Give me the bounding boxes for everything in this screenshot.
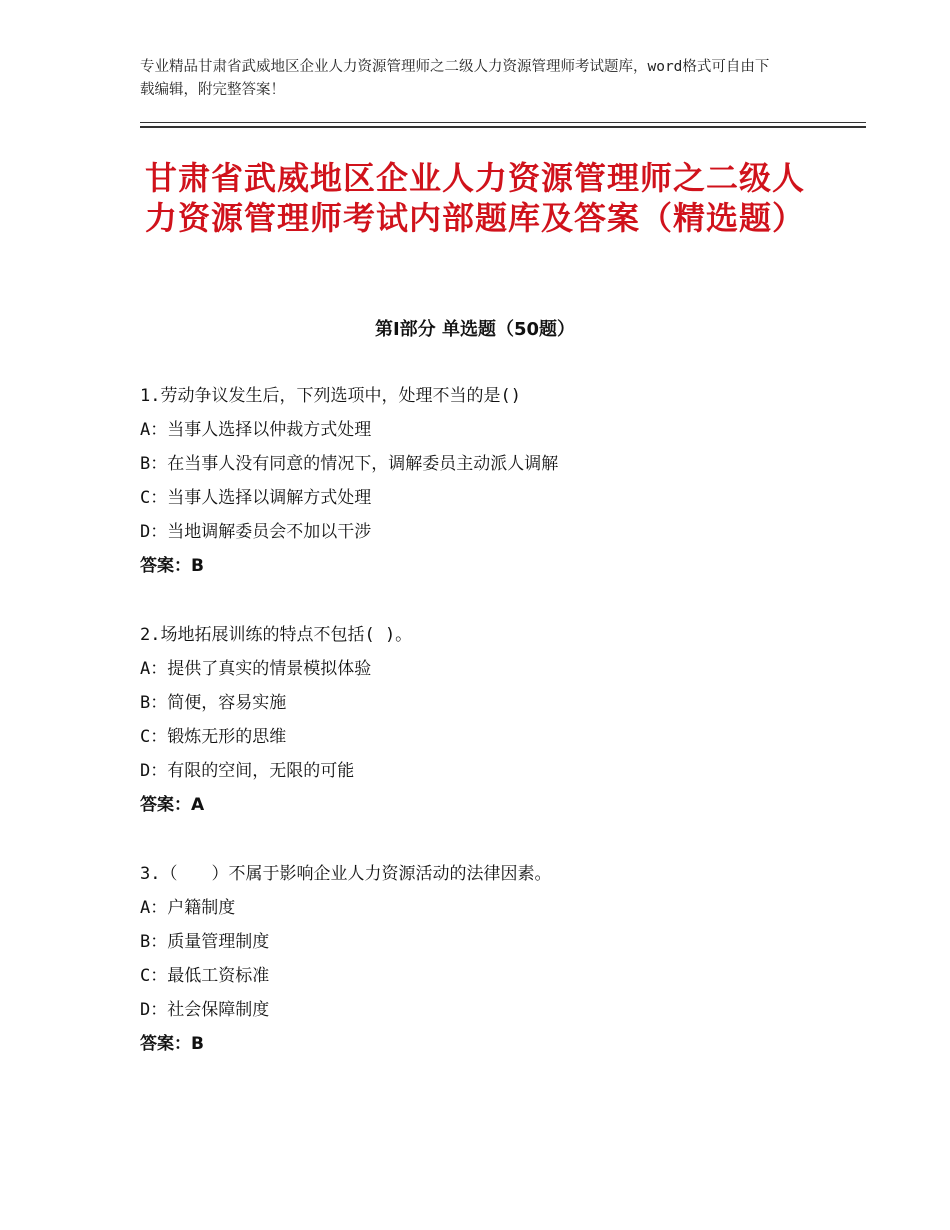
answer-line: 答案：B	[140, 1034, 204, 1054]
section-heading: 第Ⅰ部分 单选题（50题）	[374, 319, 575, 340]
header-note: 专业精品甘肃省武威地区企业人力资源管理师之二级人力资源管理师考试题库，word格式可自由下载编辑，附完整答案！	[140, 59, 770, 98]
header-divider-thick	[140, 126, 866, 128]
option-a: A：提供了真实的情景模拟体验	[140, 659, 372, 679]
header-divider-thin	[140, 122, 866, 123]
option-b: B：简便，容易实施	[140, 693, 287, 713]
option-a: A：当事人选择以仲裁方式处理	[140, 420, 372, 440]
answer-line: 答案：A	[140, 795, 205, 815]
option-b: B：在当事人没有同意的情况下，调解委员主动派人调解	[140, 454, 559, 474]
option-c: C：最低工资标准	[140, 966, 270, 986]
option-a: A：户籍制度	[140, 898, 236, 918]
question-block	[140, 618, 860, 822]
option-c: C：锻炼无形的思维	[140, 727, 287, 747]
option-d: D：有限的空间，无限的可能	[140, 761, 355, 781]
answer-line: 答案：B	[140, 556, 204, 576]
question-block	[140, 857, 860, 1061]
question-block	[140, 379, 860, 583]
option-b: B：质量管理制度	[140, 932, 270, 952]
question-stem: 3.（ ）不属于影响企业人力资源活动的法律因素。	[140, 864, 552, 884]
option-c: C：当事人选择以调解方式处理	[140, 488, 372, 508]
option-d: D：当地调解委员会不加以干涉	[140, 522, 372, 542]
document-title: 甘肃省武威地区企业人力资源管理师之二级人力资源管理师考试内部题库及答案（精选题）	[144, 159, 805, 237]
question-stem: 1.劳动争议发生后，下列选项中，处理不当的是()	[140, 386, 521, 406]
question-stem: 2.场地拓展训练的特点不包括( )。	[140, 625, 413, 645]
option-d: D：社会保障制度	[140, 1000, 270, 1020]
